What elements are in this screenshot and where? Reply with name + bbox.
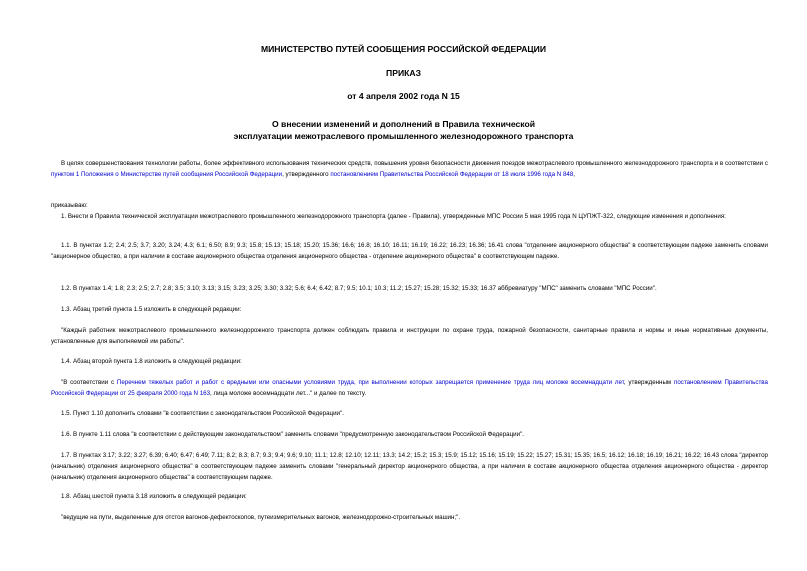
quote-text-b: , утвержденным xyxy=(623,379,674,386)
paragraph-1-7: 1.7. В пунктах 3.17; 3.22; 3.27; 6.39; 6.40; 6.47; 6.49; 7.11; 8.2; 8.3; 8.7; 9.3; 9.4; 9.6; 9.10; 11.1; 12.8; 12.10; 12.11; 13.3; 14.2; 15.2; 15.3; 15.9; 15.12; 15.16; 15.19; 15.22; 15.27; 15.31; 15.35; 16.5; 16.12; 16.18; 16.19; 16.21; 16.22; 16.43 слова "директор (начальник) отделения акционерного общества" в соответствующем падеже заменить словами "генеральный директор акционерного общества, а при наличии в составе акционерного общества отделения акционерного общества - директор (начальник) отделения акционерного общества" в соответствующем падеже. xyxy=(51,452,768,481)
date-number-heading: от 4 апреля 2002 года N 15 xyxy=(347,91,460,101)
order-word: приказываю: xyxy=(51,202,88,209)
paragraph-1-2: 1.2. В пунктах 1.4; 1.8; 2.3; 2.5; 2.7; 2.8; 3.5; 3.10; 3.13; 3.15; 3.23; 3.25; 3.30; 3.32; 5.6; 6.4; 6.42; 8.7; 9.5; 10.1; 10.3; 11.2; 15.27; 15.28; 15.32; 15.33; 16.37 аббревиатуру "МПС" заменить словами "МПС России". xyxy=(61,285,657,292)
quote-text-c: , лица моложе восемнадцати лет..." и далее по тексту. xyxy=(210,389,367,397)
link-hazardous-work-list[interactable]: Перечнем тяжелых работ и работ с вредными или опасными условиями труда, при выполнении которых запрещается применение труда лиц моложе восемнадцати лет xyxy=(116,379,624,386)
paragraph-1-1: 1.1. В пунктах 1.2; 2.4; 2.5; 3.7; 3.20; 3.24; 4.3; 6.1; 6.50; 8.9; 9.3; 15.8; 15.13; 15.18; 15.20; 15.36; 16.6; 16.8; 16.10; 16.11; 16.19; 16.22; 16.23; 16.36; 16.41 слова "отделение акционерного общества" в соответствующем падеже заменить словами "акционерное общество, а при наличии в составе акционерного общества отделения акционерного общества - отделение акционерного общества" в соответствующем падеже. xyxy=(51,242,768,260)
doc-type-heading: ПРИКАЗ xyxy=(386,68,421,78)
paragraph-1-4-quote xyxy=(51,378,768,400)
intro-text-a: В целях совершенствования технологии работы, более эффективного использования технических средств, повышения уровня безопасности движения поездов межотраслевого промышленного железнодорожного транспорта и в соответствии с xyxy=(61,160,768,167)
paragraph-1-8: 1.8. Абзац шестой пункта 3.18 изложить в следующей редакции: xyxy=(61,493,247,500)
paragraph-1: 1. Внести в Правила технической эксплуатации межотраслевого промышленного железнодорожного транспорта (далее - Правила), утвержденные МПС России 5 мая 1995 года N ЦУПЖТ-322, следующие изменения и дополнения: xyxy=(61,213,726,220)
paragraph-1-3: 1.3. Абзац третий пункта 1.5 изложить в следующей редакции: xyxy=(61,306,242,313)
link-government-decree-163[interactable]: постановлением Правительства Российской Федерации от 25 февраля 2000 года N 163 xyxy=(51,379,768,397)
link-government-decree-848[interactable]: постановлением Правительства Российской Федерации от 18 июля 1996 года N 848 xyxy=(330,170,574,178)
quote-text-a: "В соответствии с xyxy=(61,379,117,386)
intro-text-b: , утвержденного xyxy=(282,170,331,178)
paragraph-1-5: 1.5. Пункт 1.10 дополнить словами "в соответствии с законодательством Российской Федерации". xyxy=(61,410,344,417)
paragraph-1-3-quote: "Каждый работник межотраслевого промышленного железнодорожного транспорта должен соблюдать правила и инструкции по охране труда, пожарной безопасности, санитарные правила и нормы и иные нормативные документы, установленные для выполняемой им работы". xyxy=(51,327,768,345)
link-ministry-regulation[interactable]: пунктом 1 Положения о Министерстве путей сообщения Российской Федерации xyxy=(51,170,283,178)
intro-paragraph xyxy=(51,159,768,181)
intro-text-c: , xyxy=(573,170,576,178)
ministry-heading: МИНИСТЕРСТВО ПУТЕЙ СООБЩЕНИЯ РОССИЙСКОЙ ФЕДЕРАЦИИ xyxy=(260,44,547,54)
paragraph-1-4: 1.4. Абзац второй пункта 1.8 изложить в следующей редакции: xyxy=(61,358,242,365)
paragraph-1-6: 1.6. В пункте 1.11 слова "в соответствии с действующим законодательством" заменить словами "предусмотренную законодательством Российской Федерации". xyxy=(61,431,524,438)
paragraph-1-8-quote: "ведущие на пути, выделенные для отстоя вагонов-дефектоскопов, путеизмерительных вагонов, железнодорожно-строительных машин;". xyxy=(61,514,461,521)
title-line-2: эксплуатации межотраслевого промышленного железнодорожного транспорта xyxy=(233,131,574,141)
title-line-1: О внесении изменений и дополнений в Правила технической xyxy=(271,119,536,129)
